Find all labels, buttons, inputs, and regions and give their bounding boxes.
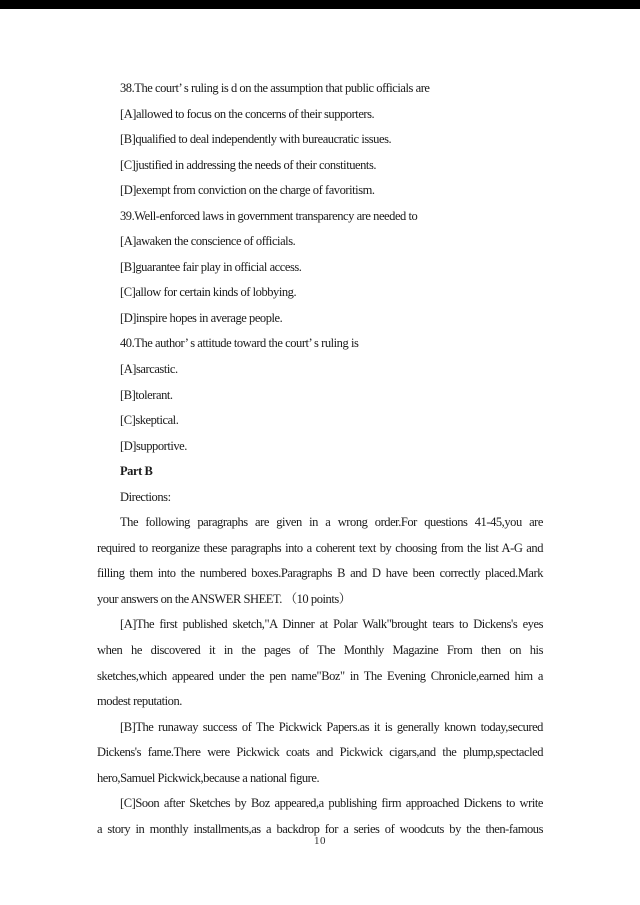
text-line: [C]skeptical. [120,413,179,428]
text-line: [D]inspire hopes in average people. [120,310,283,325]
text-line: [A]allowed to focus on the concerns of their supporters. [120,106,375,121]
text-line: Directions: [120,489,171,504]
text-line: when he discovered it in the pages of The Monthly Magazine From then on his [97,643,543,658]
page-number: 10 [314,835,326,847]
text-line: [C]justified in addressing the needs of their constituents. [120,157,377,172]
text-line: 40.The author’ s attitude toward the court’ s ruling is [120,336,359,351]
text-line: modest reputation. [97,694,182,709]
text-line: a story in monthly installments,as a backdrop for a series of woodcuts by the then-famous [97,821,543,836]
text-line: [B]tolerant. [120,387,173,402]
text-line: hero,Samuel Pickwick,because a national figure. [97,770,320,785]
text-line: [D]supportive. [120,438,187,453]
text-line: [B]guarantee fair play in official access. [120,259,302,274]
text-line: [A]sarcastic. [120,362,178,377]
text-line: 39.Well-enforced laws in government transparency are needed to [120,208,418,223]
text-line: your answers on the ANSWER SHEET. （10 points） [97,591,351,606]
text-line: Part B [120,464,153,479]
text-line: [D]exempt from conviction on the charge of favoritism. [120,183,375,198]
text-line: sketches,which appeared under the pen name"Boz" in The Evening Chronicle,earned him a [97,668,543,683]
text-line: [C]Soon after Sketches by Boz appeared,a publishing firm approached Dickens to write [120,796,543,811]
text-line: 38.The court’ s ruling is d on the assumption that public officials are [120,81,430,95]
text-line: [C]allow for certain kinds of lobbying. [120,285,297,300]
text-line: [A]awaken the conscience of officials. [120,234,296,249]
text-line: filling them into the numbered boxes.Paragraphs B and D have been correctly placed.Mark [97,566,543,581]
document-text-block [97,76,543,842]
text-line: [B]The runaway success of The Pickwick Papers.as it is generally known today,secured [120,719,543,734]
scan-black-band [0,0,640,9]
text-line: required to reorganize these paragraphs into a coherent text by choosing from the list A-G and [97,540,543,555]
text-line: [B]qualified to deal independently with bureaucratic issues. [120,132,392,147]
text-line: Dickens's fame.There were Pickwick coats and Pickwick cigars,and the plump,spectacled [97,745,543,760]
text-line: The following paragraphs are given in a wrong order.For questions 41-45,you are [120,515,543,530]
text-line: [A]The first published sketch,"A Dinner at Polar Walk"brought tears to Dickens's eyes [120,617,543,632]
